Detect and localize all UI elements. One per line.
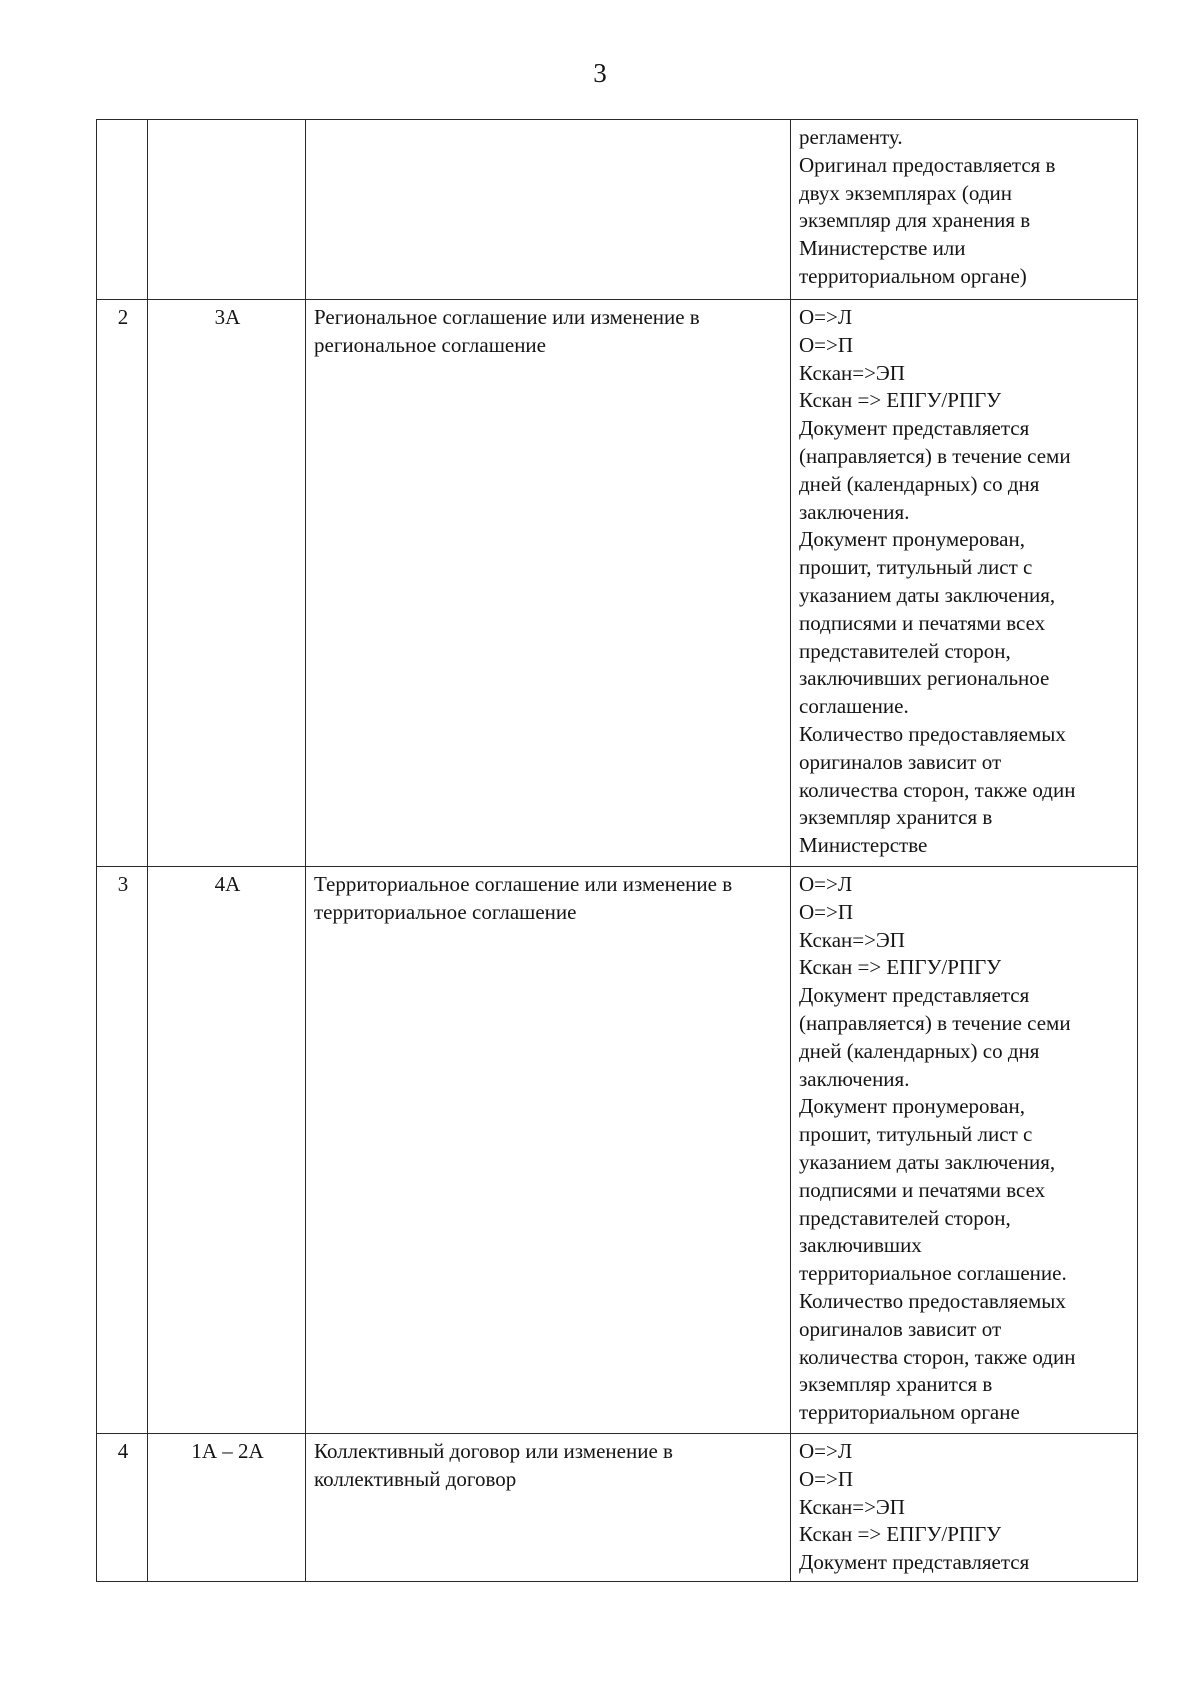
details-line: Документ пронумерован, — [799, 527, 1025, 552]
details-line: территориальное соглашение. — [799, 1261, 1067, 1286]
details-line: О=>П — [799, 1466, 854, 1491]
details-line: О=>Л — [799, 872, 853, 896]
details-line: заключения. — [799, 499, 910, 524]
details-line: оригиналов зависит от — [799, 749, 1002, 774]
details-line: прошит, титульный лист с — [799, 555, 1033, 580]
details-line: экземпляр хранится в — [799, 1372, 993, 1397]
details-line: регламенту. — [799, 125, 903, 149]
table-row — [97, 867, 1138, 1434]
details-line: Министерстве — [799, 833, 928, 858]
document-title-cell: Коллективный договор или изменение в коллективный договор — [306, 1434, 791, 1582]
table-row — [97, 300, 1138, 867]
details-line: О=>Л — [799, 305, 853, 329]
details-line: экземпляр для хранения в — [799, 208, 1031, 233]
table-row — [97, 120, 1138, 300]
details-line: количества сторон, также один — [799, 1344, 1076, 1369]
details-line: дней (календарных) со дня — [799, 1038, 1040, 1063]
details-line: заключивших региональное — [799, 666, 1050, 691]
document-code-cell: 1А – 2А — [148, 1434, 306, 1582]
document-code-cell — [148, 120, 306, 300]
details-line: (направляется) в течение семи — [799, 1010, 1071, 1035]
details-line: соглашение. — [799, 694, 909, 719]
details-line: представителей сторон, — [799, 638, 1011, 663]
details-line: Кскан=>ЭП — [799, 360, 905, 385]
details-line: Оригинал предоставляется в — [799, 152, 1056, 177]
details-line: Кскан => ЕПГУ/РПГУ — [799, 955, 1002, 980]
details-line: Документ представляется — [799, 983, 1030, 1008]
details-line: Министерстве или — [799, 236, 966, 261]
details-line: Кскан=>ЭП — [799, 1494, 905, 1519]
document-code-cell: 4А — [148, 867, 306, 1434]
details-line: двух экземплярах (один — [799, 180, 1012, 205]
details-line: Документ представляется — [799, 1550, 1030, 1575]
document-details-cell — [791, 300, 1138, 867]
row-number-cell — [97, 120, 148, 300]
details-line: указанием даты заключения, — [799, 1149, 1056, 1174]
details-line: представителей сторон, — [799, 1205, 1011, 1230]
documents-table — [96, 119, 1138, 1582]
details-line: Количество предоставляемых — [799, 721, 1066, 746]
details-line: Документ пронумерован, — [799, 1094, 1025, 1119]
details-line: территориальном органе — [799, 1400, 1020, 1425]
document-details-cell — [791, 867, 1138, 1434]
details-line: (направляется) в течение семи — [799, 443, 1071, 468]
details-line: Кскан=>ЭП — [799, 927, 905, 952]
details-line: подписями и печатями всех — [799, 610, 1046, 635]
details-line: территориальном органе) — [799, 263, 1027, 288]
document-title-cell: Региональное соглашение или изменение в региональное соглашение — [306, 300, 791, 867]
row-number-cell: 3 — [97, 867, 148, 1434]
details-line: заключения. — [799, 1066, 910, 1091]
details-line: прошит, титульный лист с — [799, 1122, 1033, 1147]
document-title-cell: Территориальное соглашение или изменение в территориальное соглашение — [306, 867, 791, 1434]
document-code-cell: 3А — [148, 300, 306, 867]
table-row — [97, 1434, 1138, 1582]
details-line: Документ представляется — [799, 416, 1030, 441]
details-line: Кскан => ЕПГУ/РПГУ — [799, 388, 1002, 413]
details-line: указанием даты заключения, — [799, 582, 1056, 607]
row-number-cell: 4 — [97, 1434, 148, 1582]
details-line: оригиналов зависит от — [799, 1316, 1002, 1341]
details-line: подписями и печатями всех — [799, 1177, 1046, 1202]
row-number-cell: 2 — [97, 300, 148, 867]
details-line: экземпляр хранится в — [799, 805, 993, 830]
document-details-cell — [791, 120, 1138, 300]
details-line: количества сторон, также один — [799, 777, 1076, 802]
details-line: О=>П — [799, 899, 854, 924]
details-line: дней (календарных) со дня — [799, 471, 1040, 496]
document-title-cell — [306, 120, 791, 300]
details-line: заключивших — [799, 1233, 922, 1258]
details-line: О=>П — [799, 332, 854, 357]
page-number: 3 — [593, 58, 607, 88]
details-line: Количество предоставляемых — [799, 1288, 1066, 1313]
details-line: Кскан => ЕПГУ/РПГУ — [799, 1522, 1002, 1547]
details-line: О=>Л — [799, 1439, 853, 1463]
document-details-cell — [791, 1434, 1138, 1582]
